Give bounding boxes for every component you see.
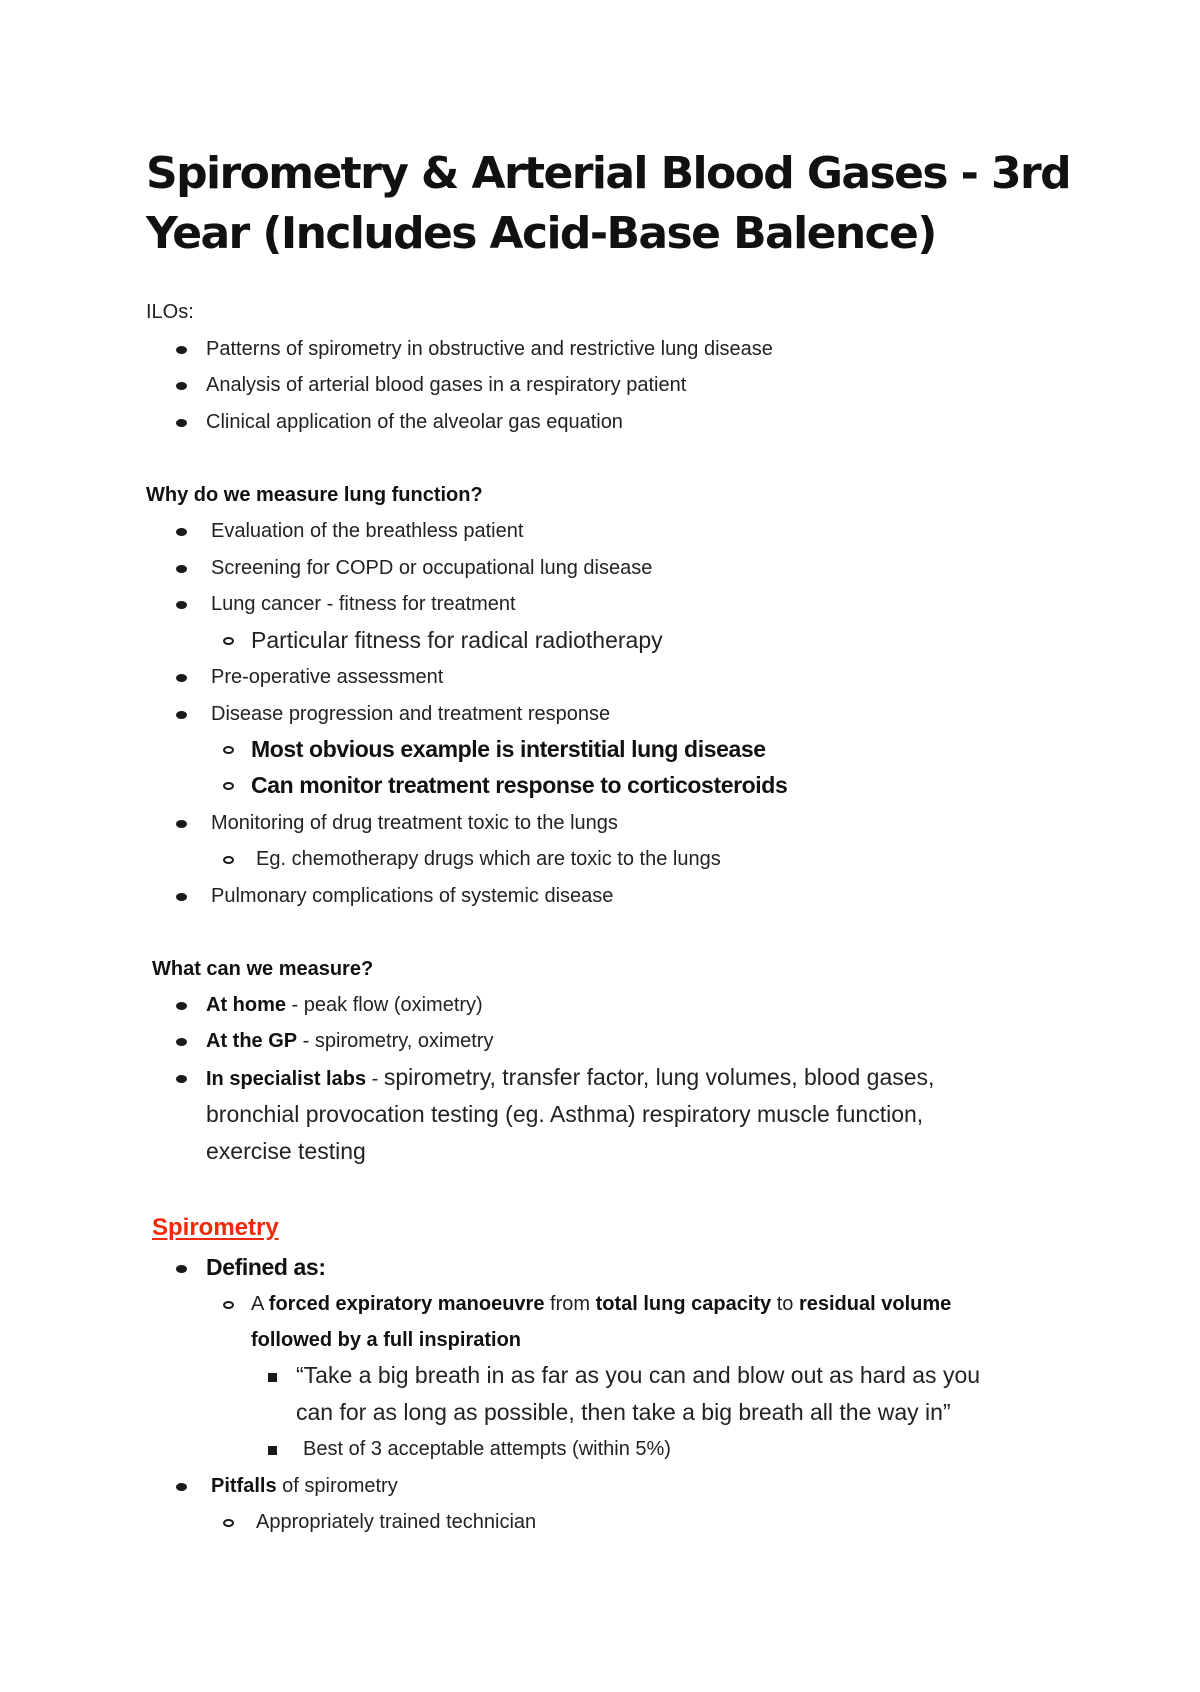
bullet-disc-icon (176, 382, 187, 390)
bullet-square-icon (268, 1373, 277, 1382)
why-item-6: Monitoring of drug treatment toxic to the lungs (211, 812, 618, 834)
measure-home-text: - peak flow (oximetry) (286, 994, 483, 1016)
spirometry-heading: Spirometry (152, 1214, 279, 1241)
bullet-circle-icon (223, 856, 234, 864)
why-item-2: Screening for COPD or occupational lung disease (211, 557, 653, 579)
why-item-1: Evaluation of the breathless patient (211, 520, 524, 542)
def-total-lung-capacity: total lung capacity (595, 1293, 772, 1315)
why-item-7: Pulmonary complications of systemic disease (211, 885, 614, 907)
ilo-item-1: Patterns of spirometry in obstructive and restrictive lung disease (206, 338, 773, 360)
spirometry-definition-line-1 (251, 1292, 951, 1316)
ilo-item-3: Clinical application of the alveolar gas equation (206, 411, 623, 433)
measure-home-label: At home (206, 994, 286, 1016)
spirometry-pitfalls (211, 1474, 398, 1498)
bullet-circle-icon (223, 782, 234, 790)
bullet-disc-icon (176, 346, 187, 354)
ilo-item-2: Analysis of arterial blood gases in a respiratory patient (206, 374, 687, 396)
measure-labs-line-2: bronchial provocation testing (eg. Asthma) respiratory muscle function, (206, 1101, 924, 1127)
bullet-disc-icon (176, 1075, 187, 1083)
measure-labs-sep: - (366, 1068, 384, 1090)
why-item-5: Disease progression and treatment response (211, 703, 611, 725)
bullet-disc-icon (176, 1038, 187, 1046)
bullet-disc-icon (176, 674, 187, 682)
bullet-disc-icon (176, 601, 187, 609)
pitfall-item-1: Appropriately trained technician (256, 1511, 537, 1533)
spirometry-quote-line-2: can for as long as possible, then take a big breath all the way in” (296, 1399, 951, 1425)
def-from: from (544, 1293, 596, 1315)
spirometry-best-of: Best of 3 acceptable attempts (within 5%) (303, 1438, 671, 1460)
spirometry-quote-line-1: “Take a big breath in as far as you can and blow out as hard as you (296, 1362, 981, 1388)
spirometry-defined-label: Defined as: (206, 1254, 326, 1280)
pitfalls-label: Pitfalls (211, 1475, 277, 1497)
def-a: A (251, 1293, 269, 1315)
measure-gp-label: At the GP (206, 1030, 298, 1052)
bullet-circle-icon (223, 637, 234, 645)
def-to: to (771, 1293, 799, 1315)
measure-item-labs (206, 1064, 934, 1092)
why-item-6-sub-1: Eg. chemotherapy drugs which are toxic to the lungs (256, 848, 721, 870)
bullet-circle-icon (223, 1301, 234, 1309)
pitfalls-text: of spirometry (276, 1475, 398, 1497)
def-residual-volume: residual volume (798, 1293, 952, 1315)
bullet-disc-icon (176, 528, 187, 536)
bullet-disc-icon (176, 820, 187, 828)
measure-labs-line-3: exercise testing (206, 1138, 366, 1164)
bullet-circle-icon (223, 746, 234, 754)
bullet-disc-icon (176, 565, 187, 573)
bullet-disc-icon (176, 419, 187, 427)
bullet-square-icon (268, 1446, 277, 1455)
measure-labs-line-1: spirometry, transfer factor, lung volumes, blood gases, (383, 1064, 935, 1090)
measure-item-home (206, 993, 483, 1017)
bullet-disc-icon (176, 1002, 187, 1010)
why-item-5-sub-1: Most obvious example is interstitial lung disease (251, 736, 766, 762)
why-item-3: Lung cancer - fitness for treatment (211, 593, 516, 615)
bullet-disc-icon (176, 1265, 187, 1273)
measure-gp-text: - spirometry, oximetry (297, 1030, 494, 1052)
bullet-disc-icon (176, 893, 187, 901)
bullet-disc-icon (176, 711, 187, 719)
measure-labs-label: In specialist labs (206, 1068, 367, 1090)
why-item-4: Pre-operative assessment (211, 666, 444, 688)
why-item-3-sub-1: Particular fitness for radical radiotherapy (251, 627, 663, 653)
bullet-circle-icon (223, 1519, 234, 1527)
measure-item-gp (206, 1029, 493, 1053)
what-measure-heading: What can we measure? (152, 958, 374, 980)
spirometry-definition-line-2: followed by a full inspiration (251, 1329, 522, 1351)
bullet-disc-icon (176, 1483, 187, 1491)
page-title-line-1: Spirometry & Arterial Blood Gases - 3rd (146, 148, 1071, 199)
why-measure-heading: Why do we measure lung function? (146, 484, 483, 506)
def-forced-expiratory: forced expiratory manoeuvre (268, 1293, 545, 1315)
ilos-label: ILOs: (146, 301, 194, 323)
why-item-5-sub-2: Can monitor treatment response to corticosteroids (251, 772, 788, 798)
page-title-line-2: Year (Includes Acid-Base Balence) (146, 208, 936, 259)
